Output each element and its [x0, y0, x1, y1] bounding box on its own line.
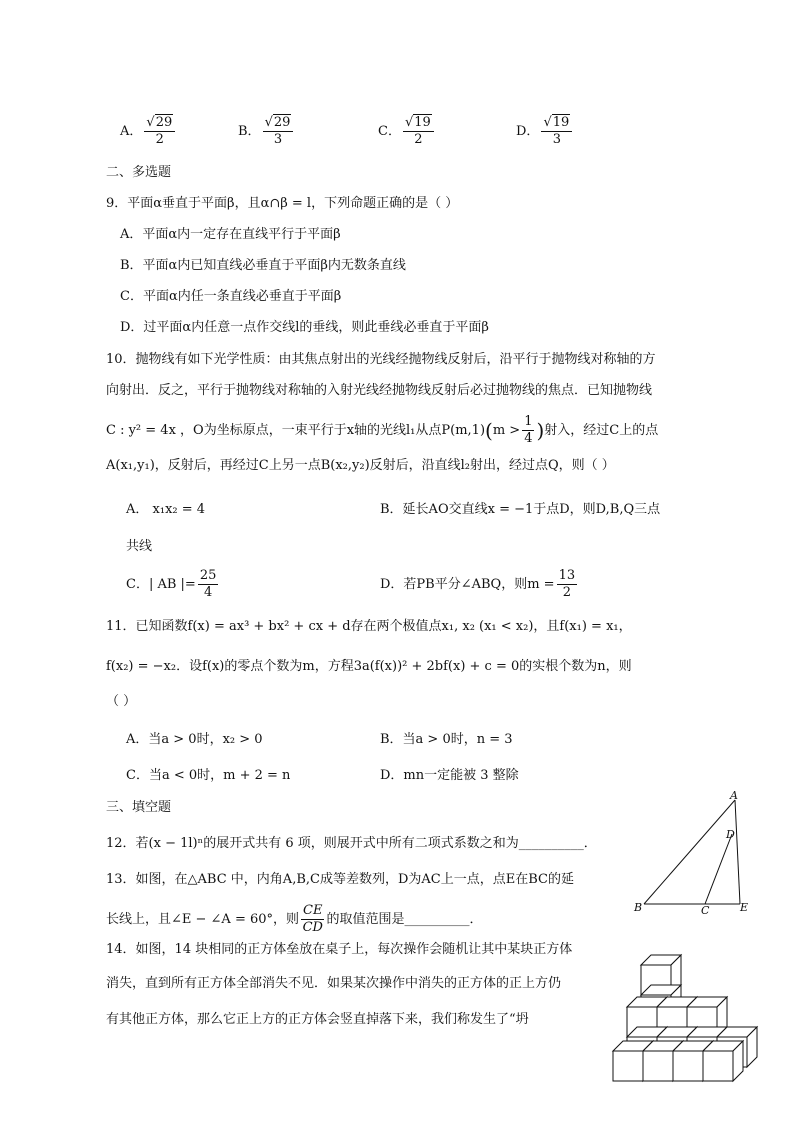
q9-option-d: D．过平面α内任意一点作交线l的垂线，则此垂线必垂直于平面β — [120, 320, 489, 335]
q9-option-a: A．平面α内一定存在直线平行于平面β — [120, 227, 341, 242]
q11-option-c: C．当a < 0时，m + 2 = n — [126, 768, 291, 783]
q10-line3: C : y² = 4x ，O为坐标原点，一束平行于x轴的光线l₁从点P(m,1)(m > $\frac{1}{4}$ )射入，经过C上的点 — [106, 414, 659, 446]
q11-option-b: B．当a > 0时，n = 3 — [380, 732, 513, 747]
section-title-fill-in: 三、填空题 — [106, 800, 172, 815]
q11-line2: f(x₂) = −x₂．设f(x)的零点个数为m，方程3a(f(x))² + 2bf(x) + c = 0的实根个数为n，则 — [106, 659, 632, 674]
label-a: A — [730, 790, 738, 802]
q8-option-a: A． $\frac{√29}{2}$ — [120, 115, 177, 148]
q8-option-d: D． $\frac{√19}{3}$ — [516, 115, 574, 148]
q14-line1: 14．如图，14 块相同的正方体垒放在桌子上，每次操作会随机让其中某块正方体 — [106, 942, 573, 957]
triangle-figure — [628, 790, 778, 915]
q12-text: 12．若(x − 1l)ⁿ的展开式共有 6 项，则展开式中所有二项式系数之和为__________． — [106, 836, 597, 851]
q9-option-b: B．平面α内已知直线必垂直于平面β内无数条直线 — [120, 258, 406, 273]
q10-option-b-cont: 共线 — [126, 539, 153, 554]
section-title-multiple-choice: 二、多选题 — [106, 165, 172, 180]
q11-option-a: A．当a > 0时，x₂ > 0 — [126, 732, 263, 747]
label-c: C — [701, 904, 710, 915]
q10-line1: 10．抛物线有如下光学性质：由其焦点射出的光线经抛物线反射后，沿平行于抛物线对称轴的方 — [106, 352, 656, 367]
q11-option-d: D．mn一定能被 3 整除 — [380, 768, 519, 783]
q9-stem: 9．平面α垂直于平面β，且α∩β = l，下列命题正确的是（ ） — [106, 196, 459, 211]
q10-option-c: C．| AB |= $\frac{25}{4}$ — [126, 568, 217, 600]
q9-option-c: C．平面α内任一条直线必垂直于平面β — [120, 289, 342, 304]
q14-line3: 有其他正方体，那么它正上方的正方体会竖直掉落下来，我们称发生了“坍 — [106, 1012, 529, 1027]
q10-option-a: A． x₁x₂ = 4 — [126, 502, 206, 517]
q8-option-c: C． $\frac{√19}{2}$ — [378, 115, 436, 148]
q10-option-d: D．若PB平分∠ABQ，则m = $\frac{13}{2}$ — [380, 568, 576, 600]
q10-line2: 向射出．反之，平行于抛物线对称轴的入射光线经抛物线反射后必过抛物线的焦点．已知抛物线 — [106, 383, 653, 398]
label-e: E — [740, 901, 749, 914]
q11-line3: （ ） — [106, 694, 137, 709]
stacked-cubes-figure — [605, 945, 785, 1085]
q8-option-b: B． $\frac{√29}{3}$ — [238, 115, 295, 148]
q13-line2: 长线上，且∠E − ∠A = 60°，则 $\frac{CE}{CD}$ 的取值范围是__________． — [106, 903, 483, 935]
q14-line2: 消失，直到所有正方体全部消失不见．如果某次操作中消失的正方体的正上方仍 — [106, 976, 562, 991]
label-d: D — [726, 828, 735, 841]
label-b: B — [634, 901, 643, 914]
q13-line1: 13．如图，在△ABC 中，内角A,B,C成等差数列，D为AC上一点，点E在BC的延 — [106, 872, 574, 887]
q10-line4: A(x₁,y₁)，反射后，再经过C上另一点B(x₂,y₂)反射后，沿直线l₂射出，经过点Q，则（ ） — [106, 458, 615, 473]
q10-option-b: B．延长AO交直线x = −1于点D，则D,B,Q三点 — [380, 502, 661, 517]
q11-line1: 11．已知函数f(x) = ax³ + bx² + cx + d存在两个极值点x₁, x₂ (x₁ < x₂)，且f(x₁) = x₁， — [106, 619, 632, 634]
